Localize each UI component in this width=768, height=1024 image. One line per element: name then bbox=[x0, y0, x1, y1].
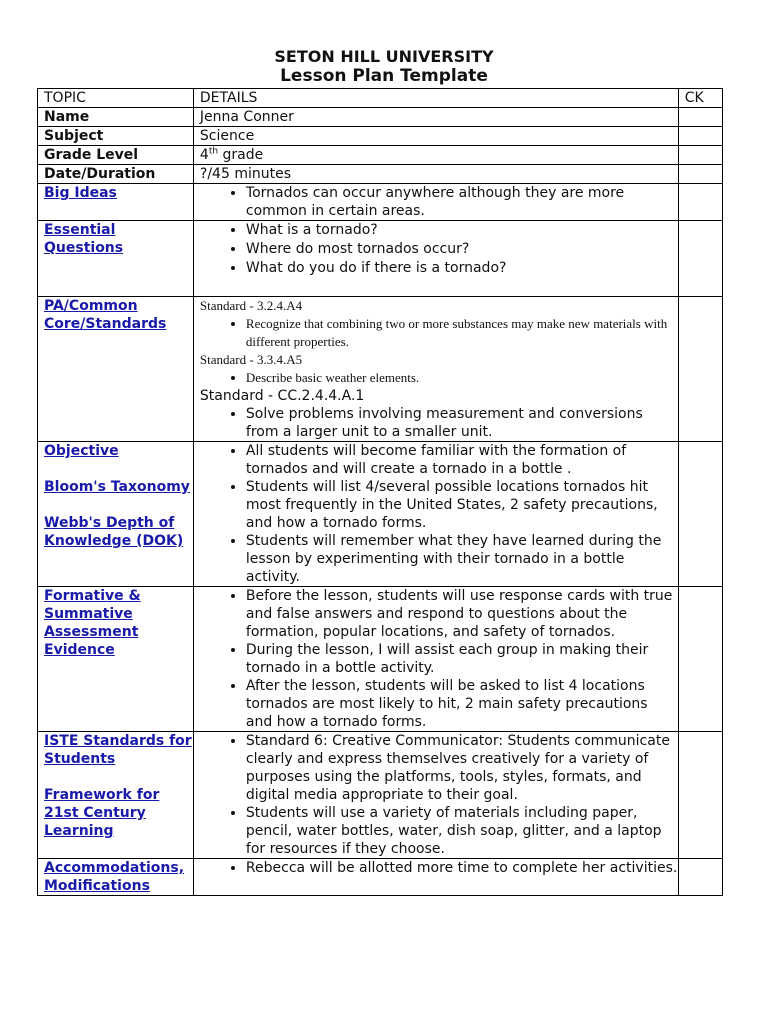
ck-cell bbox=[678, 442, 722, 587]
grade-value: 4th grade bbox=[193, 146, 678, 165]
iste-cell bbox=[38, 732, 194, 859]
assessment-link[interactable]: Formative & Summative Assessment Evidence bbox=[44, 588, 141, 658]
standard-title: Standard - 3.2.4.A4 bbox=[199, 298, 303, 313]
standards-link[interactable]: PA/Common Core/Standards bbox=[44, 298, 167, 332]
date-value: ?/45 minutes bbox=[193, 165, 678, 184]
ck-cell bbox=[678, 146, 722, 165]
table-row bbox=[38, 127, 723, 146]
standards-details bbox=[193, 297, 678, 442]
standard-title: Standard - 3.3.4.A5 bbox=[199, 352, 303, 367]
name-value: Jenna Conner bbox=[193, 108, 678, 127]
list-item: • Students will use a variety of materials including paper, pencil, water bottles, water, dish soap, glitter, and a laptop for resources if they choose. bbox=[246, 804, 678, 858]
document-subtitle: Lesson Plan Template bbox=[280, 66, 488, 86]
table-row bbox=[38, 146, 723, 165]
standard-title: Standard - CC.2.4.4.A.1 bbox=[199, 388, 365, 404]
essential-questions-details bbox=[193, 221, 678, 297]
table-row-standards bbox=[38, 297, 723, 442]
subject-label: Subject bbox=[38, 127, 194, 146]
list-item: • During the lesson, I will assist each group in making their tornado in a bottle activity. bbox=[246, 641, 678, 677]
ck-cell bbox=[678, 221, 722, 297]
assessment-cell bbox=[38, 587, 194, 732]
date-label: Date/Duration bbox=[38, 165, 194, 184]
essential-questions-cell bbox=[38, 221, 194, 297]
list-item: • Rebecca will be allotted more time to complete her activities. bbox=[246, 859, 678, 877]
accommodations-details bbox=[193, 859, 678, 896]
list-item: • Students will list 4/several possible locations tornados hit most frequently in the United States, 2 safety precautions, and how a tornado forms. bbox=[246, 478, 678, 532]
table-header-row bbox=[38, 89, 723, 108]
iste-standards-link[interactable]: ISTE Standards for Students bbox=[44, 733, 192, 767]
ck-cell bbox=[678, 732, 722, 859]
ck-cell bbox=[678, 127, 722, 146]
framework-21st-century-link[interactable]: Framework for 21st Century Learning bbox=[44, 787, 160, 839]
standards-cell bbox=[38, 297, 194, 442]
webbs-dok-link[interactable]: Webb's Depth of Knowledge (DOK) bbox=[44, 515, 184, 549]
list-item: • All students will become familiar with the formation of tornados and will create a tornado in a bottle . bbox=[246, 442, 678, 478]
iste-details bbox=[193, 732, 678, 859]
list-item: • What is a tornado? bbox=[246, 221, 678, 239]
table-row-accommodations bbox=[38, 859, 723, 896]
ck-cell bbox=[678, 184, 722, 221]
table-row-iste bbox=[38, 732, 723, 859]
table-row-objective bbox=[38, 442, 723, 587]
big-ideas-details bbox=[193, 184, 678, 221]
ck-cell bbox=[678, 587, 722, 732]
ck-cell bbox=[678, 165, 722, 184]
big-ideas-cell bbox=[38, 184, 194, 221]
essential-questions-link[interactable]: Essential Questions bbox=[44, 222, 124, 256]
ck-cell bbox=[678, 859, 722, 896]
big-ideas-link[interactable]: Big Ideas bbox=[44, 185, 117, 201]
lesson-plan-table bbox=[37, 88, 723, 896]
list-item: • Standard 6: Creative Communicator: Students communicate clearly and express themselves creatively for a variety of purposes using the platforms, tools, styles, formats, and digital media appropriate to their goal. bbox=[246, 732, 678, 804]
accommodations-cell bbox=[38, 859, 194, 896]
list-item: • What do you do if there is a tornado? bbox=[246, 259, 678, 277]
list-item: • After the lesson, students will be asked to list 4 locations tornados are most likely to hit, 2 main safety precautions and how a tornado forms. bbox=[246, 677, 678, 731]
subject-value: Science bbox=[193, 127, 678, 146]
list-item: • Tornados can occur anywhere although they are more common in certain areas. bbox=[246, 184, 678, 220]
accommodations-link[interactable]: Accommodations, Modifications bbox=[44, 860, 185, 894]
name-label: Name bbox=[38, 108, 194, 127]
assessment-details bbox=[193, 587, 678, 732]
ck-cell bbox=[678, 297, 722, 442]
grade-label: Grade Level bbox=[38, 146, 194, 165]
list-item: • Where do most tornados occur? bbox=[246, 240, 678, 258]
list-item: • Recognize that combining two or more substances may make new materials with different properties. bbox=[246, 315, 678, 351]
list-item: • Solve problems involving measurement and conversions from a larger unit to a smaller unit. bbox=[246, 405, 678, 441]
table-row-big-ideas bbox=[38, 184, 723, 221]
objective-link[interactable]: Objective bbox=[44, 443, 119, 459]
list-item: • Students will remember what they have learned during the lesson by experimenting with their tornado in a bottle activity. bbox=[246, 532, 678, 586]
list-item: • Before the lesson, students will use response cards with true and false answers and respond to questions about the formation, popular locations, and safety of tornados. bbox=[246, 587, 678, 641]
table-row-assessment bbox=[38, 587, 723, 732]
ck-cell bbox=[678, 108, 722, 127]
blooms-taxonomy-link[interactable]: Bloom's Taxonomy bbox=[44, 479, 190, 495]
university-title: SETON HILL UNIVERSITY bbox=[274, 47, 494, 66]
col-header-topic: TOPIC bbox=[38, 89, 194, 108]
col-header-ck: CK bbox=[678, 89, 722, 108]
table-row bbox=[38, 165, 723, 184]
table-row-essential-questions bbox=[38, 221, 723, 297]
table-row bbox=[38, 108, 723, 127]
objective-cell bbox=[38, 442, 194, 587]
col-header-details: DETAILS bbox=[193, 89, 678, 108]
list-item: • Describe basic weather elements. bbox=[246, 369, 678, 387]
objective-details bbox=[193, 442, 678, 587]
